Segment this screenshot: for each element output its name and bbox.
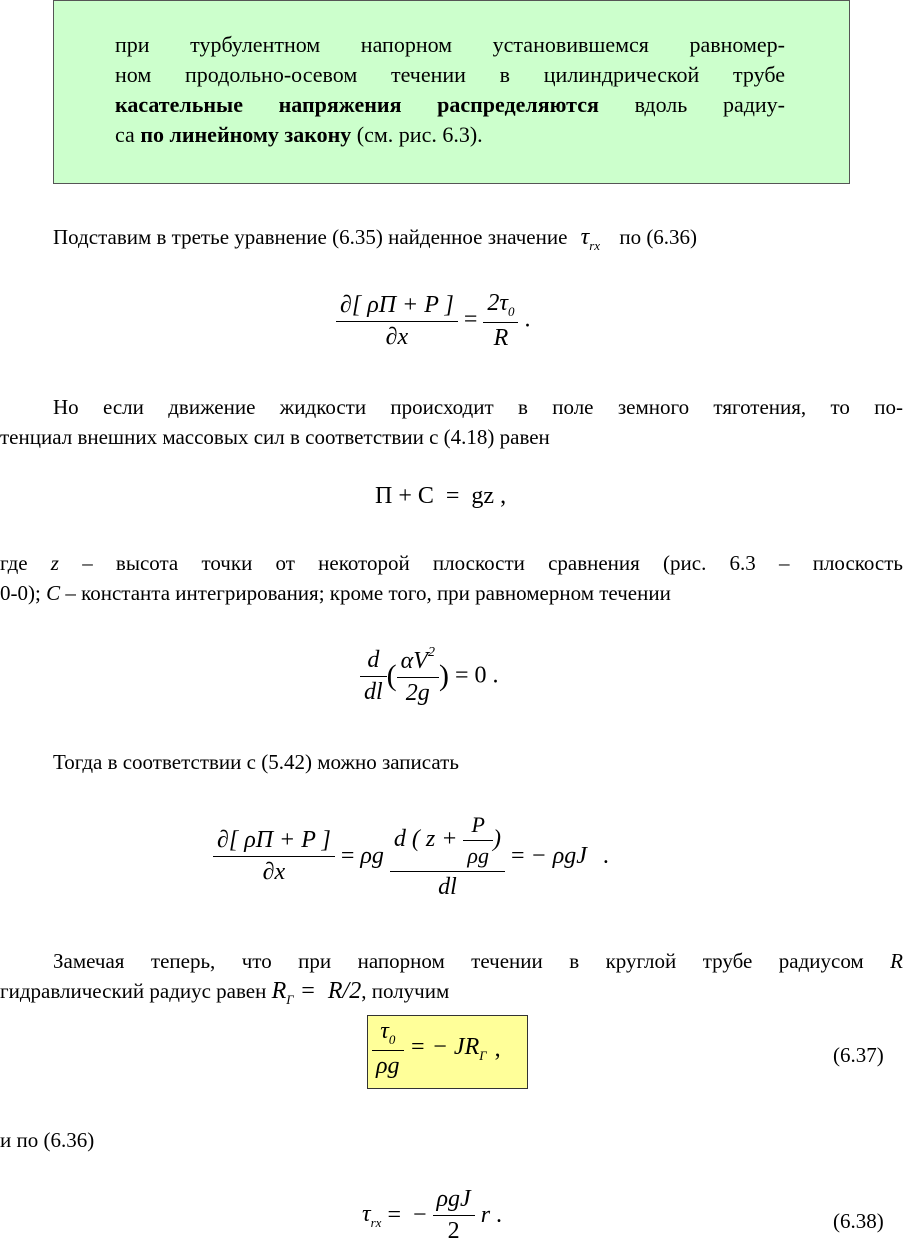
p3-line-1-rest: – высота точки от некоторой плоскости сравнения (рис. 6.3 – плоскость (82, 551, 903, 575)
eq4-denominator: ∂x (262, 859, 286, 885)
eq1-lhs (336, 292, 458, 351)
eq4-numerator: ∂[ ρΠ + P ] (213, 827, 335, 857)
equation-number-6-38: (6.38) (833, 1209, 884, 1233)
eq4-period: . (602, 843, 609, 869)
equation-2: Π + C = gz , (375, 483, 507, 509)
eq3-ddl (360, 647, 387, 706)
p5-math-sub: Г (286, 992, 294, 1007)
eq637-lhs (372, 1018, 404, 1080)
eq1-period: . (524, 306, 531, 333)
eq1-numerator: ∂[ ρΠ + P ] (336, 292, 458, 322)
eq3-inner-num (397, 645, 439, 678)
eq4-middle (390, 812, 505, 901)
paragraph-1 (53, 222, 697, 261)
p2-line-1: Но если движение жидкости происходит в поле земного тяготения, то по- (53, 395, 903, 419)
box-line-3 (115, 90, 785, 120)
eq638-r: r (480, 1202, 491, 1228)
eq3-alpha-v: αV (400, 648, 428, 674)
eq638-tau: τ (362, 1200, 371, 1227)
eq638-den: 2 (447, 1218, 460, 1244)
eq4-inner-den: ρg (467, 843, 489, 868)
paragraph-3 (0, 548, 903, 608)
eq1-rhs (483, 290, 518, 352)
box-bold-1: касательные напряжения распределяются (115, 92, 599, 117)
eq1-rhs-sub: 0 (507, 304, 515, 319)
eq637-rhs-text: = − JR (409, 1034, 480, 1060)
eq4-dl: dl (438, 874, 457, 900)
eq637-tau: τ (380, 1018, 389, 1044)
box-bold-2: по линейному закону (140, 122, 352, 147)
tau-symbol: τ (580, 224, 590, 250)
p3-line-1 (0, 548, 903, 578)
p5-var-r: R (890, 949, 903, 973)
p5-line-1-text: Замечая теперь, что при напорном течении в круглой трубе радиусом (53, 949, 864, 973)
eq637-rhs-sub: Г (479, 1048, 487, 1063)
tau-rx (580, 224, 601, 253)
p5-line-2-pre: гидравлический радиус равен (0, 979, 267, 1003)
eq1-rhs-num-text: 2τ (487, 290, 508, 316)
p3-line-2-pre: 0-0); (0, 581, 41, 605)
p3-var-c: C (46, 581, 61, 605)
box-line-2: ном продольно-осевом течении в цилиндрической трубе (115, 62, 785, 87)
eq4-inner-post: ) (492, 826, 501, 853)
eq638-tau-sub: rx (370, 1214, 382, 1230)
eq3-2g: 2g (405, 680, 430, 706)
eq1-equals: = (463, 306, 478, 333)
p3-pre: где (0, 551, 28, 575)
eq3-paren-close: ) (438, 659, 449, 692)
eq4-equals-1: = (340, 843, 355, 869)
eq3-paren-open: ( (386, 659, 397, 692)
paragraph-6 (0, 1125, 94, 1155)
p5-line-2 (0, 976, 903, 1006)
highlight-text (115, 30, 785, 150)
p2-line-2: тенциал внешних массовых сил в соответствии с (4.18) равен (0, 425, 550, 449)
eq3-rhs: 0 (474, 662, 487, 689)
p1-text: Подставим в третье уравнение (6.35) найденное значение (53, 225, 568, 249)
equation-4 (213, 812, 609, 901)
equation-6-37 (372, 1018, 501, 1080)
eq4-inner-pre: d ( z + (393, 826, 458, 853)
equation-1 (336, 290, 530, 352)
p4-text: Тогда в соответствии с (5.42) можно записать (53, 750, 459, 774)
eq1-rhs-denominator: R (493, 325, 509, 351)
p1-ref: по (6.36) (619, 225, 698, 249)
paragraph-2 (0, 392, 903, 452)
box-line-4 (115, 120, 785, 150)
p5-math-rest: = R/2 (293, 978, 362, 1004)
p5-math (271, 978, 362, 1007)
box-line-4-post: (см. рис. 6.3). (356, 122, 483, 147)
eq3-dl: dl (364, 678, 383, 705)
eq637-num (372, 1018, 404, 1051)
p5-math-r: R (271, 978, 287, 1004)
eq638-frac (433, 1186, 475, 1245)
eq637-den: ρg (376, 1053, 400, 1079)
eq3-period: . (492, 662, 499, 689)
p5-line-1 (0, 946, 903, 976)
eq638-equals: = − (387, 1202, 427, 1228)
eq3-d: d (360, 647, 387, 677)
p3-line-2 (0, 578, 903, 608)
paragraph-4 (53, 747, 459, 777)
eq3-inner (397, 645, 439, 707)
equation-6-38 (362, 1186, 502, 1245)
eq638-num: ρgJ (433, 1186, 475, 1216)
eq1-denominator: ∂x (385, 323, 409, 350)
paragraph-5 (0, 946, 903, 1006)
p3-line-2-rest: – константа интегрирования; кроме того, при равномерном течении (65, 581, 671, 605)
eq4-inner-frac (463, 812, 493, 869)
eq638-lhs (362, 1200, 382, 1230)
p6-text: и по (6.36) (0, 1128, 95, 1152)
box-line-3-rest: вдоль радиу- (634, 92, 786, 117)
eq1-rhs-numerator (483, 290, 518, 323)
eq4-equals-2: = (510, 843, 525, 869)
eq637-comma: , (494, 1035, 501, 1062)
eq3-equals: = (454, 662, 469, 689)
equation-3 (360, 645, 498, 707)
eq637-rhs (409, 1034, 487, 1063)
eq4-rhs: − ρgJ (530, 843, 587, 869)
eq4-rho-g: ρg (360, 843, 384, 869)
eq4-middle-num (390, 812, 505, 872)
eq2-text: Π + C = gz (375, 483, 495, 509)
eq4-lhs (213, 827, 335, 886)
tau-subscript: rx (589, 238, 601, 253)
box-line-1: при турбулентном напорном установившемся равномер- (115, 32, 785, 57)
eq3-sup: 2 (427, 645, 435, 660)
p3-var-z: z (50, 551, 59, 575)
equation-number-6-37: (6.37) (833, 1043, 884, 1067)
eq4-inner-num: P (463, 812, 493, 841)
eq638-period: . (496, 1202, 503, 1228)
p5-line-2-post: , получим (361, 979, 450, 1003)
box-line-4-pre: са (115, 122, 135, 147)
eq637-tau-sub: 0 (388, 1032, 396, 1047)
